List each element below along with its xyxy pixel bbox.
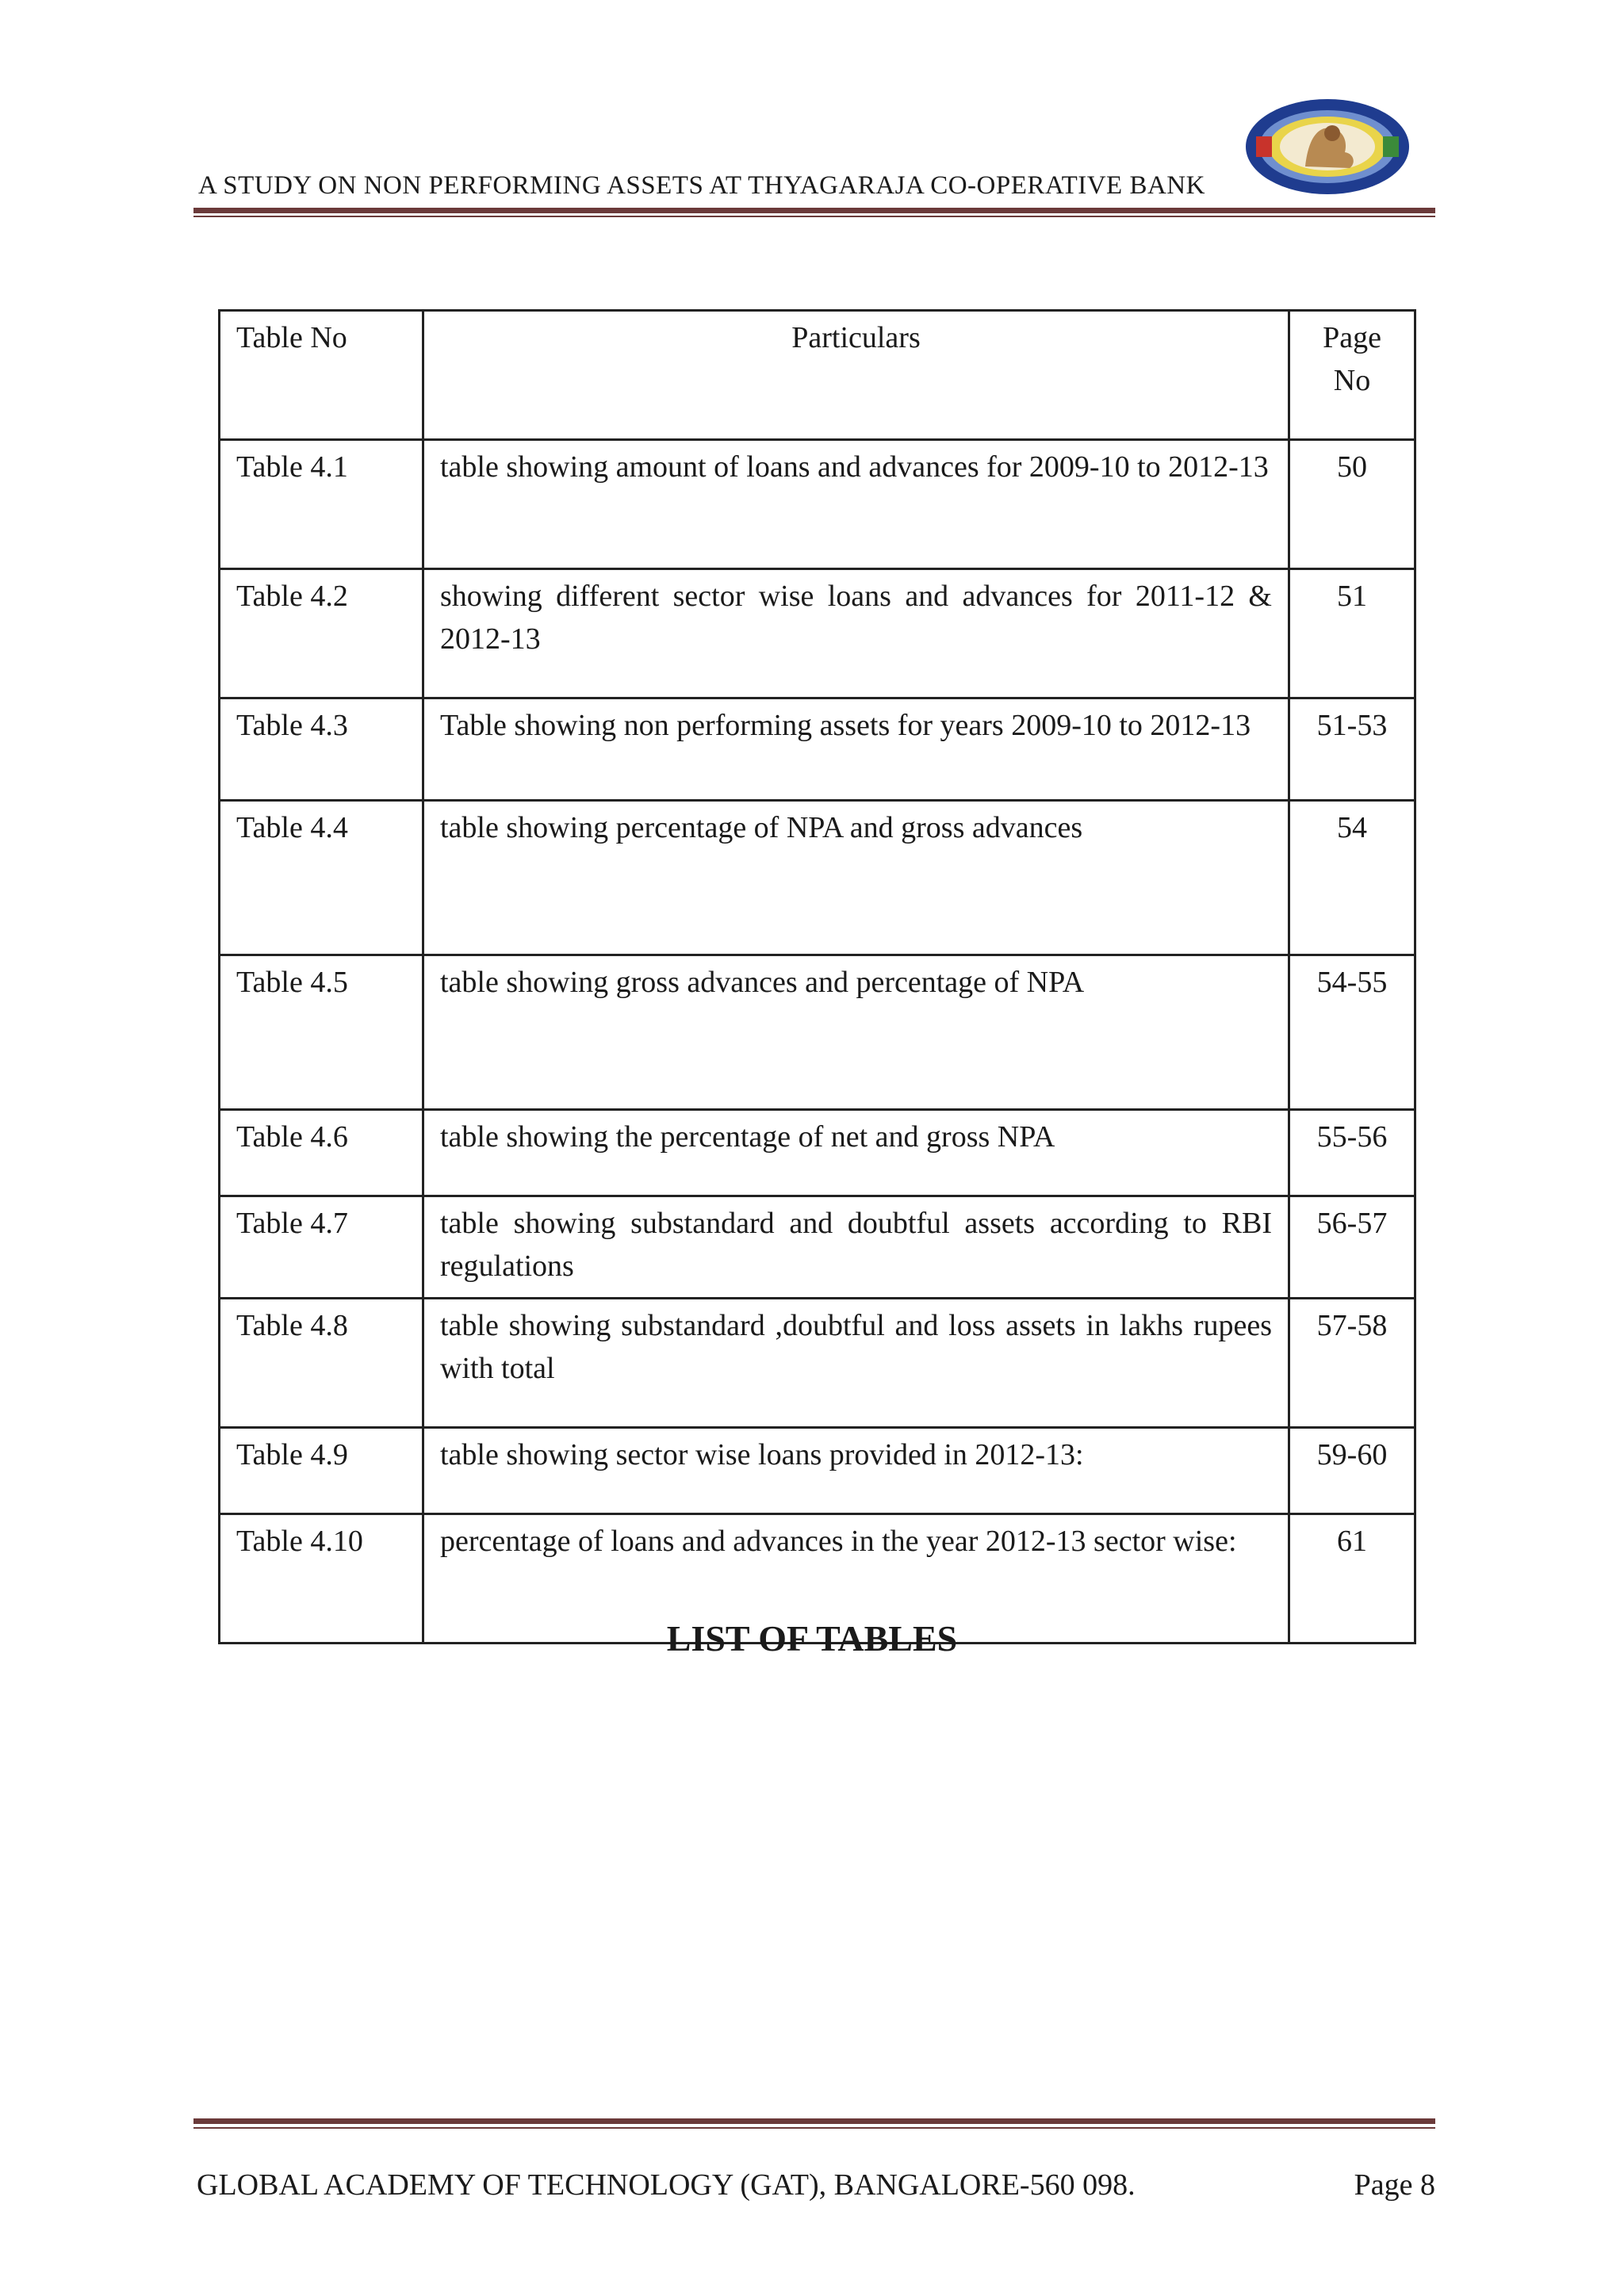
list-of-tables: [218, 309, 1416, 1644]
footer-institution: GLOBAL ACADEMY OF TECHNOLOGY (GAT), BANGALORE-560 098.: [197, 2168, 1136, 2202]
table-row: [220, 698, 1415, 801]
table-header-row: [220, 311, 1415, 440]
row-table-no: Table 4.4: [220, 801, 423, 955]
header-particulars: Particulars: [423, 311, 1289, 440]
page-number: Page 8: [1354, 2168, 1435, 2202]
footer-rule: [193, 2118, 1435, 2124]
header-table-no: Table No: [220, 311, 423, 440]
table-row: [220, 1299, 1415, 1428]
row-particulars: percentage of loans and advances in the year 2012-13 sector wise:: [423, 1514, 1289, 1644]
row-page: 54: [1289, 801, 1415, 955]
row-table-no: Table 4.7: [220, 1196, 423, 1299]
row-page: 51: [1289, 569, 1415, 698]
row-table-no: Table 4.8: [220, 1299, 423, 1428]
table-row: [220, 1196, 1415, 1299]
table-row: [220, 955, 1415, 1110]
table-row: [220, 440, 1415, 569]
row-page: 59-60: [1289, 1428, 1415, 1514]
row-particulars: Table showing non performing assets for years 2009-10 to 2012-13: [423, 698, 1289, 801]
row-table-no: Table 4.10: [220, 1514, 423, 1644]
table-row: [220, 1428, 1415, 1514]
row-page: 50: [1289, 440, 1415, 569]
bank-emblem-icon: [1243, 97, 1411, 197]
row-page: 56-57: [1289, 1196, 1415, 1299]
row-page: 54-55: [1289, 955, 1415, 1110]
row-particulars: table showing percentage of NPA and gross advances: [423, 801, 1289, 955]
row-particulars: table showing substandard and doubtful assets according to RBI regulations: [423, 1196, 1289, 1299]
row-particulars: table showing the percentage of net and gross NPA: [423, 1110, 1289, 1196]
row-page: 51-53: [1289, 698, 1415, 801]
header-rule: [193, 208, 1435, 213]
row-particulars: table showing sector wise loans provided in 2012-13:: [423, 1428, 1289, 1514]
row-table-no: Table 4.2: [220, 569, 423, 698]
header-rule-thin: [193, 216, 1435, 217]
row-page: 57-58: [1289, 1299, 1415, 1428]
row-particulars: table showing substandard ,doubtful and loss assets in lakhs rupees with total: [423, 1299, 1289, 1428]
header-page-no: Page No: [1289, 311, 1415, 440]
row-table-no: Table 4.1: [220, 440, 423, 569]
table-row: [220, 1110, 1415, 1196]
row-table-no: Table 4.9: [220, 1428, 423, 1514]
row-table-no: Table 4.6: [220, 1110, 423, 1196]
row-particulars: showing different sector wise loans and advances for 2011-12 & 2012-13: [423, 569, 1289, 698]
row-page: 55-56: [1289, 1110, 1415, 1196]
row-table-no: Table 4.5: [220, 955, 423, 1110]
row-table-no: Table 4.3: [220, 698, 423, 801]
table-row: [220, 569, 1415, 698]
row-particulars: table showing gross advances and percentage of NPA: [423, 955, 1289, 1110]
row-particulars: table showing amount of loans and advances for 2009-10 to 2012-13: [423, 440, 1289, 569]
footer-rule-thin: [193, 2127, 1435, 2129]
header-title: A STUDY ON NON PERFORMING ASSETS AT THYAGARAJA CO-OPERATIVE BANK: [198, 171, 1205, 200]
row-page: 61: [1289, 1514, 1415, 1644]
list-of-tables-title: LIST OF TABLES: [666, 1618, 958, 1659]
table-row: [220, 801, 1415, 955]
